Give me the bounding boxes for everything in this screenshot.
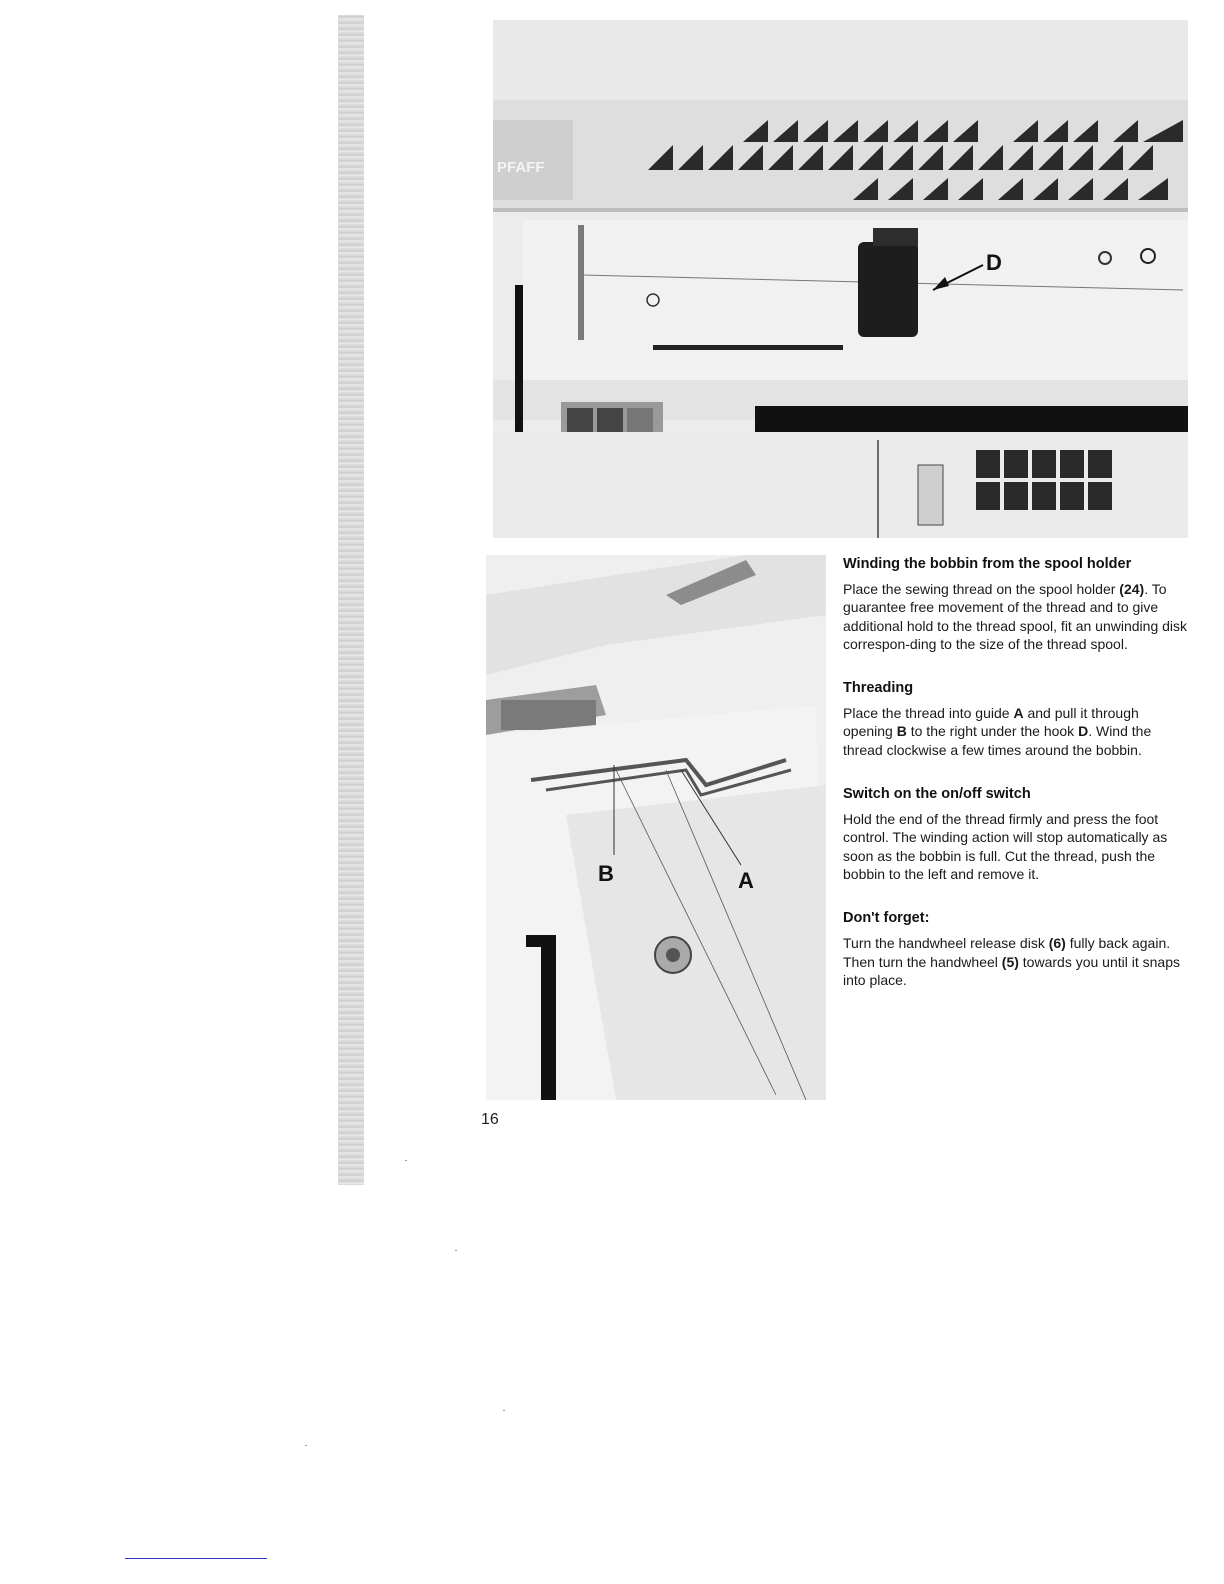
machine-top-photo [493, 20, 1188, 538]
pfaff-logo: PFAFF [497, 159, 545, 176]
text-run: to the right under the hook [906, 723, 1079, 740]
section-heading: Winding the bobbin from the spool holder [843, 556, 1132, 572]
section-heading: Switch on the on/off switch [843, 786, 1031, 803]
text-run: Place the sewing thread on the spool holder [843, 581, 1120, 597]
bobbin [858, 242, 918, 337]
text-run: . To guarantee free movement of the thread and to give additional hold to the thread spool, fit an unwinding disk correspon-ding to the size of the thread spool. [843, 581, 1188, 652]
section-heading: Threading [843, 680, 914, 697]
callout-d: D [986, 250, 1002, 275]
section-body [843, 704, 1188, 759]
footnote-rule [125, 1558, 267, 1559]
section-heading: Don't forget: [843, 910, 930, 927]
text-run-bold: A [1013, 705, 1024, 722]
text-run-bold: (5) [1001, 953, 1019, 970]
scan-speck [503, 1410, 505, 1411]
text-run: Place the thread into guide [843, 705, 1014, 722]
thread-guide-photo [486, 555, 826, 1100]
text-run-bold: D [1078, 723, 1089, 740]
text-run: . Wind the thread clockwise a few times around the bobbin. [843, 723, 1152, 758]
text-run: Hold the end of the thread firmly and press the foot control. The winding action will stop automatically as soon as the bobbin is full. Cut the thread, push the bobbin to the left and remove it. [843, 811, 1168, 882]
section-dont-forget [843, 910, 1188, 989]
text-run: Turn the handwheel release disk [843, 935, 1049, 952]
scan-speck [305, 1445, 307, 1446]
text-run: towards you until it snaps into place. [843, 953, 1180, 988]
section-threading [843, 680, 1188, 759]
text-run-bold: (24) [1119, 581, 1145, 597]
text-run-bold: B [896, 723, 907, 740]
section-body [843, 580, 1188, 653]
text-run: fully back again. Then turn the handwheel [843, 935, 1171, 970]
callout-b: B [598, 861, 614, 886]
machine-top-illustration [493, 20, 1188, 538]
instructions-column [843, 556, 1188, 1016]
section-winding [843, 556, 1188, 653]
page-number: 16 [481, 1111, 499, 1128]
thread-guide-illustration [486, 555, 826, 1100]
section-switch-on [843, 786, 1188, 883]
section-body [843, 934, 1188, 989]
scan-speck [405, 1160, 407, 1161]
scan-speck [455, 1250, 457, 1251]
page-binding-shadow [338, 15, 364, 1185]
text-run-bold: (6) [1048, 935, 1066, 952]
callout-a: A [738, 868, 754, 893]
text-run: and pull it through opening [843, 705, 1139, 740]
section-body [843, 810, 1188, 883]
display-strip [755, 406, 1188, 432]
